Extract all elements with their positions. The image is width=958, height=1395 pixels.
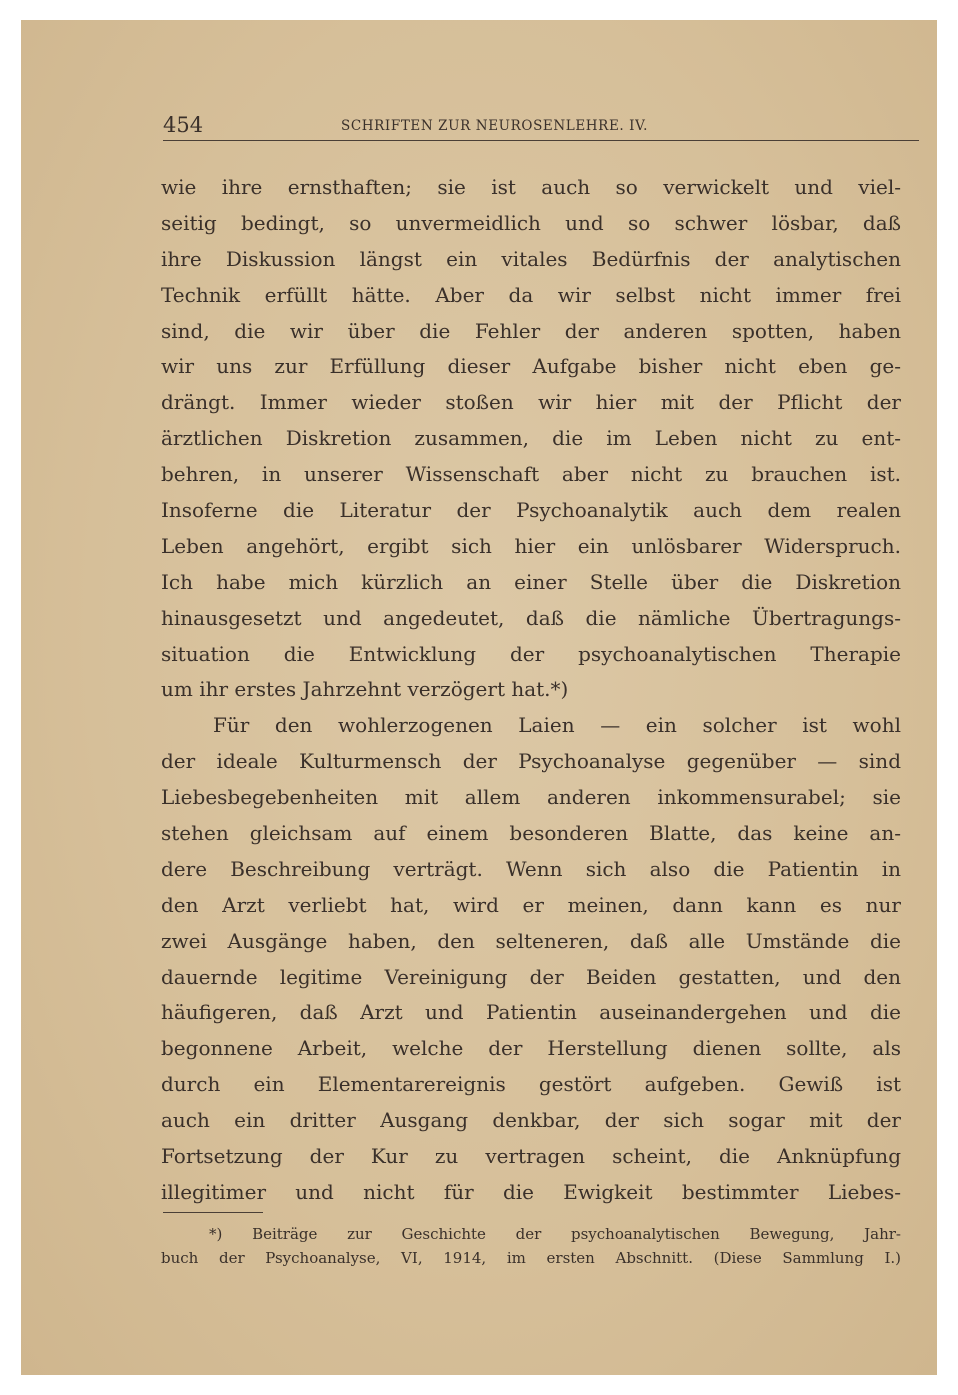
page-number: 454 — [163, 113, 204, 137]
text-line: drängt. Immer wieder stoßen wir hier mit der Pflicht der — [161, 390, 901, 415]
text-line: ärztlichen Diskretion zusammen, die im Leben nicht zu ent- — [161, 426, 901, 451]
text-line: wie ihre ernsthaften; sie ist auch so verwickelt und viel- — [161, 175, 901, 199]
text-line: zwei Ausgänge haben, den selteneren, daß alle Umstände die — [161, 928, 901, 953]
text-line: dere Beschreibung verträgt. Wenn sich also die Patientin in — [161, 856, 901, 881]
text-line: Leben angehört, ergibt sich hier ein unlösbarer Widerspruch. — [161, 533, 901, 558]
running-title: SCHRIFTEN ZUR NEUROSENLEHRE. IV. — [341, 118, 648, 134]
text-line: um ihr erstes Jahrzehnt verzögert hat.*) — [161, 677, 569, 702]
text-line: auch ein dritter Ausgang denkbar, der sich sogar mit der — [161, 1108, 901, 1133]
running-header — [163, 110, 919, 141]
text-line: durch ein Elementarereignis gestört aufgeben. Gewiß ist — [161, 1072, 901, 1097]
text-line: ihre Diskussion längst ein vitales Bedürfnis der analytischen — [161, 246, 901, 271]
paragraph-1 — [161, 170, 901, 708]
footnote-line: buch der Psychoanalyse, VI, 1914, im ersten Abschnitt. (Diese Sammlung I.) — [161, 1249, 901, 1267]
text-line: der ideale Kulturmensch der Psychoanalyse gegenüber — sind — [161, 749, 901, 774]
paragraph-2 — [161, 708, 901, 1210]
text-line: illegitimer und nicht für die Ewigkeit bestimmter Liebes- — [161, 1179, 901, 1204]
text-line: situation die Entwicklung der psychoanalytischen Therapie — [161, 641, 901, 666]
book-page — [21, 20, 937, 1375]
text-line: Technik erfüllt hätte. Aber da wir selbst nicht immer frei — [161, 282, 901, 307]
text-line: behren, in unserer Wissenschaft aber nicht zu brauchen ist. — [161, 462, 901, 487]
text-line: Insoferne die Literatur der Psychoanalytik auch dem realen — [161, 498, 901, 523]
text-line: Ich habe mich kürzlich an einer Stelle über die Diskretion — [161, 569, 901, 594]
footnote-line: *) Beiträge zur Geschichte der psychoanalytischen Bewegung, Jahr- — [209, 1225, 901, 1243]
text-line: dauernde legitime Vereinigung der Beiden gestatten, und den — [161, 964, 901, 989]
text-line: begonnene Arbeit, welche der Herstellung dienen sollte, als — [161, 1036, 901, 1061]
text-line: den Arzt verliebt hat, wird er meinen, dann kann es nur — [161, 892, 901, 917]
text-line: häufigeren, daß Arzt und Patientin auseinandergehen und die — [161, 1000, 901, 1025]
footnote-divider — [163, 1212, 263, 1213]
text-line: sind, die wir über die Fehler der anderen spotten, haben — [161, 318, 901, 343]
text-line: Fortsetzung der Kur zu vertragen scheint, die Anknüpfung — [161, 1144, 901, 1169]
footnote — [161, 1222, 901, 1270]
text-line: stehen gleichsam auf einem besonderen Blatte, das keine an- — [161, 821, 901, 846]
text-line: seitig bedingt, so unvermeidlich und so schwer lösbar, daß — [161, 210, 901, 235]
text-line: hinausgesetzt und angedeutet, daß die nämliche Übertragungs- — [161, 605, 901, 630]
body-text — [161, 170, 901, 1211]
text-line: Für den wohlerzogenen Laien — ein solcher ist wohl — [213, 713, 901, 738]
text-line: wir uns zur Erfüllung dieser Aufgabe bisher nicht eben ge- — [161, 354, 901, 379]
text-line: Liebesbegebenheiten mit allem anderen inkommensurabel; sie — [161, 785, 901, 810]
